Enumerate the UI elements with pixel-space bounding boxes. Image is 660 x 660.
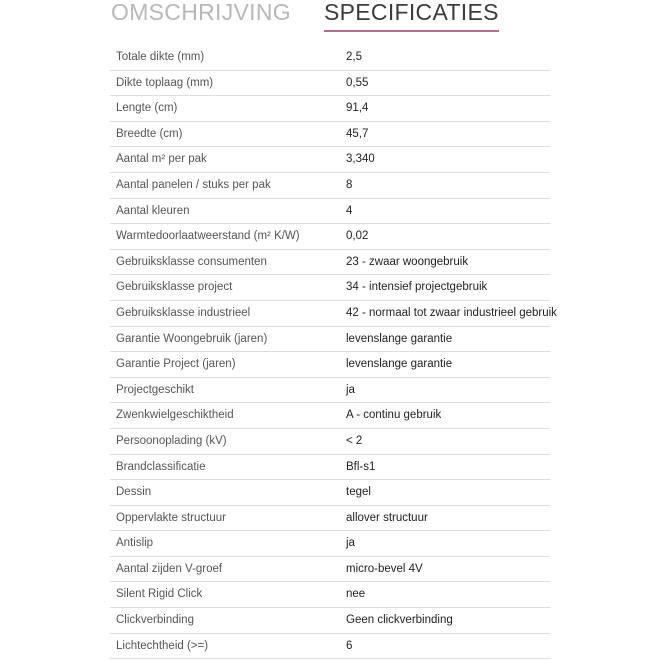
spec-label: Dessin [116,486,152,499]
specifications-table [110,45,557,659]
spec-value: 34 - intensief projectgebruik [346,281,488,294]
spec-value: Bfl-s1 [346,460,376,473]
table-row [110,582,550,608]
spec-value: 91,4 [346,102,369,115]
table-row [110,45,550,71]
table-row [110,352,550,378]
spec-value: 45,7 [346,127,369,140]
spec-label: Gebruiksklasse project [116,281,233,294]
spec-label: Lengte (cm) [116,102,178,115]
spec-value: 8 [346,178,353,191]
table-row [110,634,550,660]
tab-specificaties[interactable]: SPECIFICATIES [324,0,499,32]
table-row [110,301,557,327]
table-row [110,275,550,301]
table-row [110,403,550,429]
table-row [110,429,550,455]
spec-value: micro-bevel 4V [346,562,423,575]
spec-label: Garantie Project (jaren) [116,358,236,371]
spec-label: Dikte toplaag (mm) [116,76,214,89]
table-row [110,608,550,634]
table-row [110,147,550,173]
spec-label: Breedte (cm) [116,127,183,140]
spec-value: levenslange garantie [346,332,453,345]
spec-value: 42 - normaal tot zwaar industrieel gebruik [346,306,557,319]
spec-label: Zwenkwielgeschiktheid [116,409,234,422]
spec-value: 0,55 [346,76,369,89]
table-row [110,173,550,199]
spec-label: Aantal m² per pak [116,153,207,166]
spec-value: A - continu gebruik [346,409,442,422]
table-row [110,506,550,532]
spec-label: Aantal kleuren [116,204,190,217]
spec-value: tegel [346,486,371,499]
spec-value: 6 [346,639,353,652]
spec-value: < 2 [346,434,363,447]
spec-label: Persoonoplading (kV) [116,434,227,447]
spec-label: Projectgeschikt [116,383,194,396]
spec-value: 3,340 [346,153,375,166]
table-row [110,199,550,225]
table-row [110,327,550,353]
spec-label: Antislip [116,537,154,550]
spec-label: Oppervlakte structuur [116,511,226,524]
spec-label: Clickverbinding [116,614,194,627]
spec-value: 0,02 [346,230,369,243]
spec-value: allover structuur [346,511,428,524]
spec-value: Geen clickverbinding [346,614,453,627]
table-row [110,250,550,276]
table-row [110,122,550,148]
spec-value: ja [346,537,355,550]
spec-value: ja [346,383,355,396]
table-row [110,557,550,583]
spec-label: Gebruiksklasse industrieel [116,306,251,319]
spec-value: 4 [346,204,353,217]
spec-label: Garantie Woongebruik (jaren) [116,332,268,345]
table-row [110,378,550,404]
tab-omschrijving[interactable]: OMSCHRIJVING [111,0,291,25]
table-row [110,531,550,557]
spec-label: Lichtechtheid (>=) [116,639,209,652]
spec-label: Warmtedoorlaatweerstand (m² K/W) [116,230,300,243]
spec-label: Totale dikte (mm) [116,51,205,63]
spec-value: levenslange garantie [346,358,453,371]
spec-label: Brandclassificatie [116,460,206,473]
spec-label: Silent Rigid Click [116,588,203,601]
tab-bar [0,0,660,34]
table-row [110,480,550,506]
spec-label: Aantal zijden V-groef [116,562,223,575]
table-row [110,455,550,481]
table-row [110,71,550,97]
spec-label: Gebruiksklasse consumenten [116,255,267,268]
table-row [110,96,550,122]
spec-value: nee [346,588,366,601]
spec-label: Aantal panelen / stuks per pak [116,178,271,191]
spec-value: 2,5 [346,51,362,63]
table-row [110,224,550,250]
spec-value: 23 - zwaar woongebruik [346,255,469,268]
